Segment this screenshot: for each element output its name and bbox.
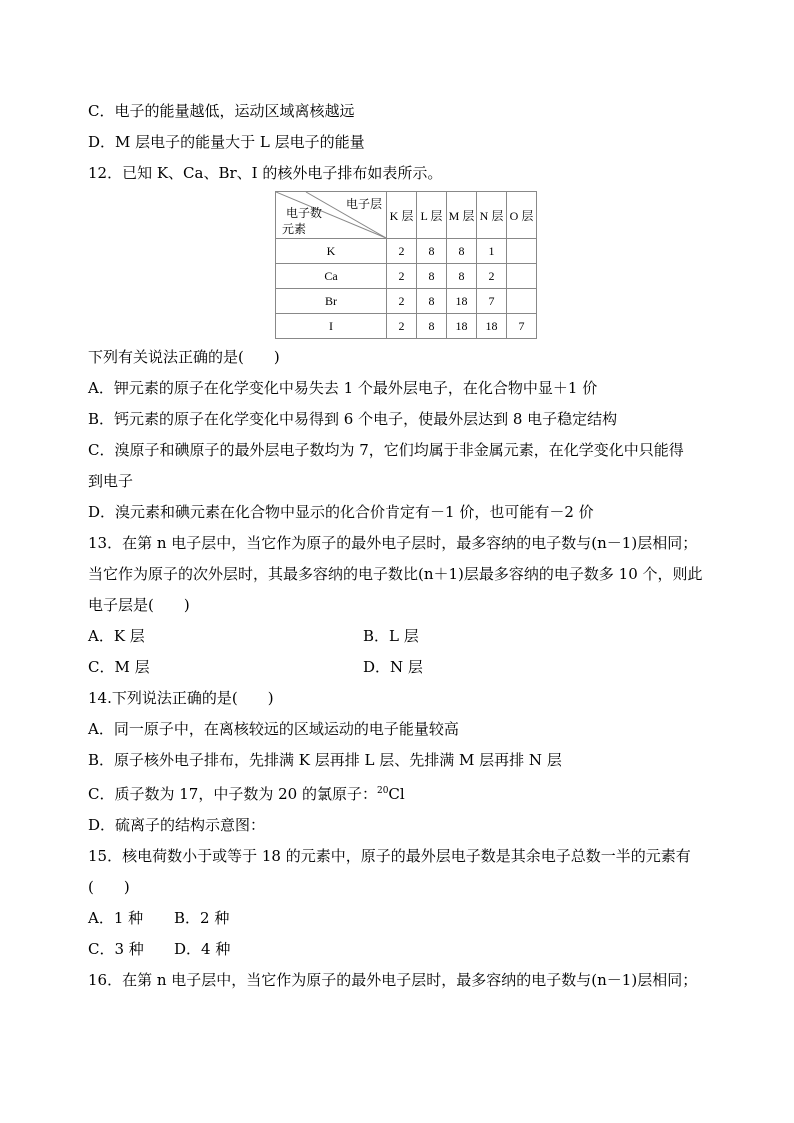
q12-option-c-line2: 到电子 bbox=[88, 472, 134, 490]
table-cell: 7 bbox=[507, 314, 537, 339]
q15-option-c: C．3 种 bbox=[88, 940, 144, 958]
chlorine-mass-number: 20 bbox=[376, 786, 389, 796]
table-cell: 2 bbox=[387, 239, 417, 264]
q14-option-c-text: C．质子数为 17，中子数为 20 的氯原子： bbox=[88, 785, 377, 803]
chlorine-symbol: Cl bbox=[388, 785, 405, 803]
column-header: L 层 bbox=[417, 192, 447, 239]
element-cell: Ca bbox=[276, 264, 387, 289]
corner-label-count: 电子数 bbox=[286, 206, 323, 220]
table-cell: 8 bbox=[417, 289, 447, 314]
q13-option-c: C．M 层 bbox=[88, 658, 150, 676]
table-row bbox=[276, 264, 537, 289]
q13-option-b: B．L 层 bbox=[363, 627, 419, 645]
electron-shell-table bbox=[275, 191, 537, 339]
q15-option-d: D．4 种 bbox=[174, 940, 231, 958]
table-cell: 2 bbox=[387, 314, 417, 339]
table-cell: 8 bbox=[417, 314, 447, 339]
corner-label-shell: 电子层 bbox=[345, 197, 382, 211]
element-cell: Br bbox=[276, 289, 387, 314]
table-cell: 8 bbox=[447, 264, 477, 289]
table-row bbox=[276, 314, 537, 339]
q12-prompt: 下列有关说法正确的是( ) bbox=[88, 348, 280, 366]
q12-option-b: B．钙元素的原子在化学变化中易得到 6 个电子，使最外层达到 8 电子稳定结构 bbox=[88, 410, 618, 428]
document-page bbox=[88, 96, 728, 996]
q13-stem-line1: 13．在第 n 电子层中，当它作为原子的最外电子层时，最多容纳的电子数与(n－1)层相同； bbox=[88, 534, 698, 552]
column-header: O 层 bbox=[507, 192, 537, 239]
q15-option-a: A．1 种 bbox=[88, 909, 144, 927]
table-cell: 8 bbox=[417, 264, 447, 289]
q13-stem-line3: 电子层是( ) bbox=[88, 596, 190, 614]
q12-option-a: A．钾元素的原子在化学变化中易失去 1 个最外层电子，在化合物中显＋1 价 bbox=[88, 379, 598, 397]
corner-label-element: 元素 bbox=[282, 222, 307, 236]
table-cell: 2 bbox=[477, 264, 507, 289]
q12-stem: 12．已知 K、Ca、Br、I 的核外电子排布如表所示。 bbox=[88, 164, 443, 182]
q11-option-c: C．电子的能量越低，运动区域离核越远 bbox=[88, 102, 355, 120]
table-cell: 7 bbox=[477, 289, 507, 314]
table-cell bbox=[507, 289, 537, 314]
q11-option-d: D．M 层电子的能量大于 L 层电子的能量 bbox=[88, 133, 365, 151]
table-corner-cell bbox=[276, 192, 387, 239]
q12-option-c-line1: C．溴原子和碘原子的最外层电子数均为 7，它们均属于非金属元素，在化学变化中只能得 bbox=[88, 441, 684, 459]
q14-option-c bbox=[88, 776, 728, 810]
table-cell: 8 bbox=[417, 239, 447, 264]
element-cell: I bbox=[276, 314, 387, 339]
table-cell: 18 bbox=[447, 289, 477, 314]
q12-option-d: D．溴元素和碘元素在化合物中显示的化合价肯定有－1 价，也可能有－2 价 bbox=[88, 503, 594, 521]
q13-options-row-1 bbox=[88, 621, 728, 652]
q13-option-d: D．N 层 bbox=[363, 658, 423, 676]
q14-option-d: D．硫离子的结构示意图： bbox=[88, 816, 266, 834]
table-cell bbox=[507, 264, 537, 289]
table-row bbox=[276, 239, 537, 264]
table-cell: 18 bbox=[477, 314, 507, 339]
q13-stem-line2: 当它作为原子的次外层时，其最多容纳的电子数比(n＋1)层最多容纳的电子数多 10 个，则此 bbox=[88, 565, 703, 583]
q13-option-a: A．K 层 bbox=[88, 627, 145, 645]
q16-stem-line1: 16．在第 n 电子层中，当它作为原子的最外电子层时，最多容纳的电子数与(n－1)层相同； bbox=[88, 971, 698, 989]
table-cell: 1 bbox=[477, 239, 507, 264]
column-header: N 层 bbox=[477, 192, 507, 239]
table-cell: 8 bbox=[447, 239, 477, 264]
q15-stem-line2: ( ) bbox=[88, 878, 130, 896]
table-cell bbox=[507, 239, 537, 264]
q15-stem-line1: 15．核电荷数小于或等于 18 的元素中，原子的最外层电子数是其余电子总数一半的元素有 bbox=[88, 847, 691, 865]
table-cell: 2 bbox=[387, 264, 417, 289]
column-header: K 层 bbox=[387, 192, 417, 239]
q15-options-row-1 bbox=[88, 903, 728, 934]
q13-options-row-2 bbox=[88, 652, 728, 683]
q14-stem: 14.下列说法正确的是( ) bbox=[88, 689, 274, 707]
q14-option-a: A．同一原子中，在离核较远的区域运动的电子能量较高 bbox=[88, 720, 459, 738]
table-row bbox=[276, 289, 537, 314]
q15-option-b: B．2 种 bbox=[174, 909, 230, 927]
table-cell: 2 bbox=[387, 289, 417, 314]
table-cell: 18 bbox=[447, 314, 477, 339]
element-cell: K bbox=[276, 239, 387, 264]
q14-option-b: B．原子核外电子排布，先排满 K 层再排 L 层、先排满 M 层再排 N 层 bbox=[88, 751, 562, 769]
q15-options-row-2 bbox=[88, 934, 728, 965]
column-header: M 层 bbox=[447, 192, 477, 239]
